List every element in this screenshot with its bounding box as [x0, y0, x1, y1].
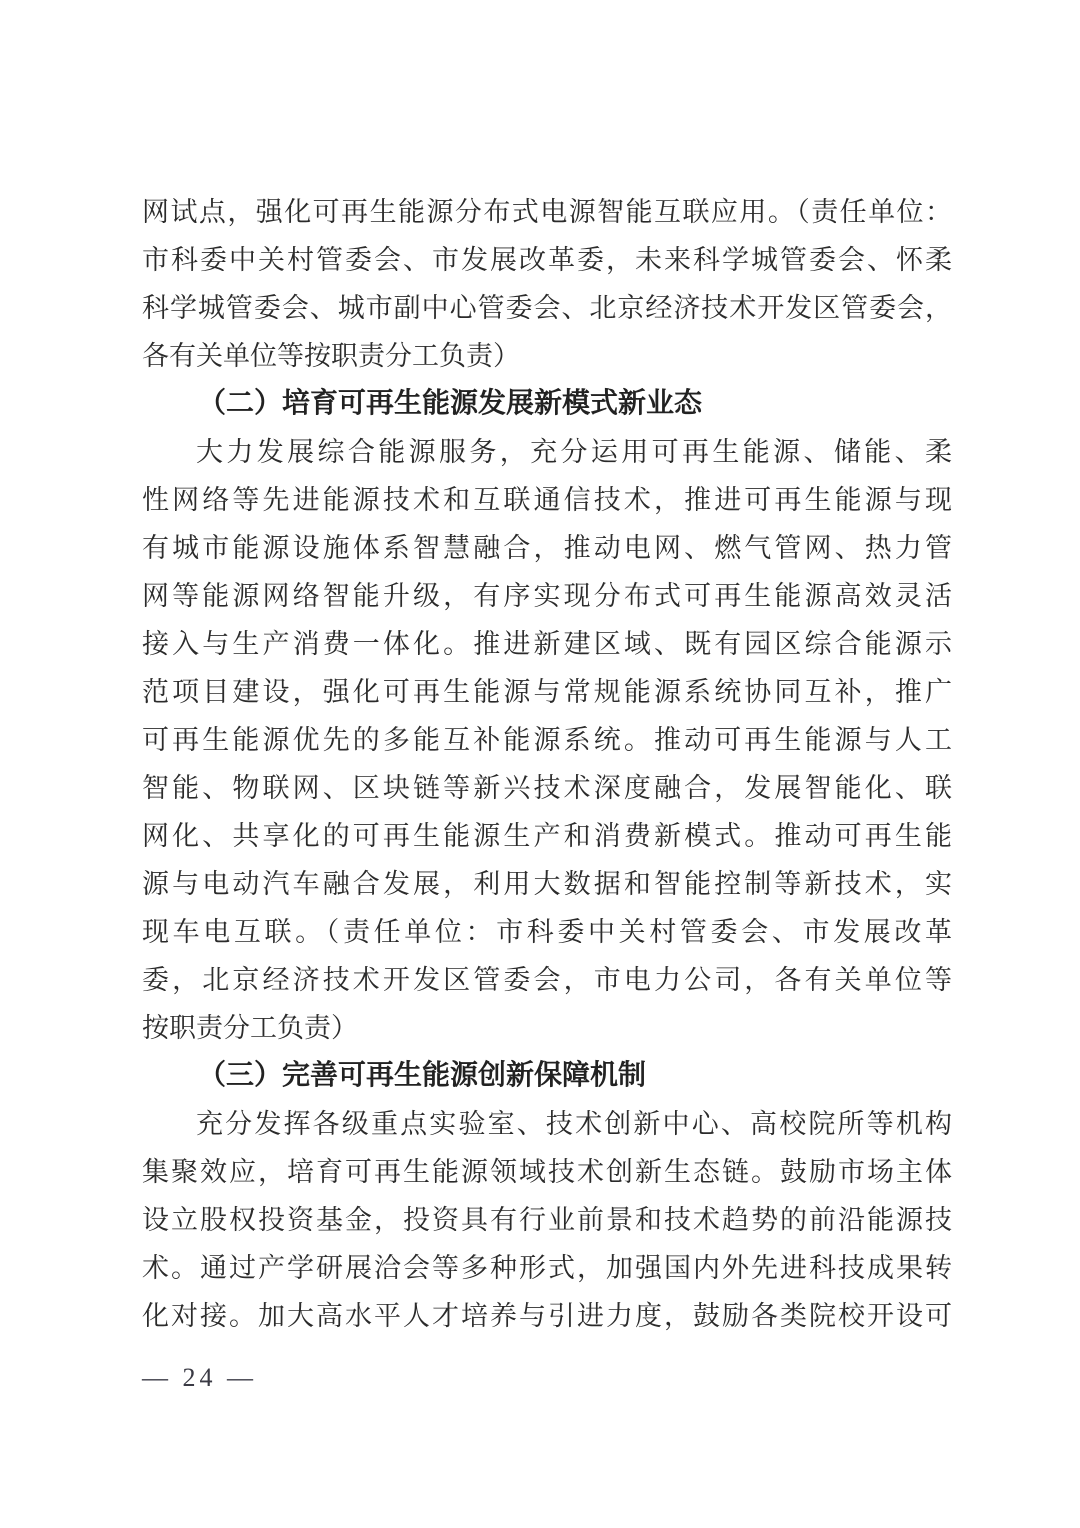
- text-line: 集聚效应，培育可再生能源领域技术创新生态链。鼓励市场主体: [142, 1157, 952, 1187]
- section-heading: （二）培育可再生能源发展新模式新业态: [198, 388, 703, 419]
- text-line: 按职责分工负责）: [142, 1013, 358, 1043]
- text-line: 各有关单位等按职责分工负责）: [142, 341, 520, 371]
- text-line: 科学城管委会、城市副中心管委会、北京经济技术开发区管委会，: [142, 293, 952, 323]
- text-line: 委，北京经济技术开发区管委会，市电力公司，各有关单位等: [142, 965, 952, 995]
- text-line: 性网络等先进能源技术和互联通信技术，推进可再生能源与现: [142, 485, 952, 515]
- text-line: 接入与生产消费一体化。推进新建区域、既有园区综合能源示: [142, 629, 952, 659]
- text-line: 现车电互联。（责任单位：市科委中关村管委会、市发展改革: [142, 917, 952, 947]
- text-line: 化对接。加大高水平人才培养与引进力度，鼓励各类院校开设可: [142, 1301, 952, 1331]
- section-heading: （三）完善可再生能源创新保障机制: [198, 1060, 647, 1091]
- text-line: 源与电动汽车融合发展，利用大数据和智能控制等新技术，实: [142, 869, 952, 899]
- text-line: 大力发展综合能源服务，充分运用可再生能源、储能、柔: [196, 437, 952, 467]
- text-line: 智能、物联网、区块链等新兴技术深度融合，发展智能化、联: [142, 773, 952, 803]
- document-body: [142, 188, 952, 1340]
- text-line: 网试点，强化可再生能源分布式电源智能互联应用。（责任单位：: [142, 197, 952, 227]
- text-line: 范项目建设，强化可再生能源与常规能源系统协同互补，推广: [142, 677, 952, 707]
- text-line: 设立股权投资基金，投资具有行业前景和技术趋势的前沿能源技: [142, 1205, 952, 1235]
- text-line: 网化、共享化的可再生能源生产和消费新模式。推动可再生能: [142, 821, 952, 851]
- text-line: 有城市能源设施体系智慧融合，推动电网、燃气管网、热力管: [142, 533, 952, 563]
- text-line: 网等能源网络智能升级，有序实现分布式可再生能源高效灵活: [142, 581, 952, 611]
- text-line: 术。通过产学研展洽会等多种形式，加强国内外先进科技成果转: [142, 1253, 952, 1283]
- text-line: 可再生能源优先的多能互补能源系统。推动可再生能源与人工: [142, 725, 952, 755]
- text-line: 充分发挥各级重点实验室、技术创新中心、高校院所等机构: [196, 1109, 952, 1139]
- text-line: 市科委中关村管委会、市发展改革委，未来科学城管委会、怀柔: [142, 245, 952, 275]
- page-number: — 24 —: [142, 1363, 257, 1392]
